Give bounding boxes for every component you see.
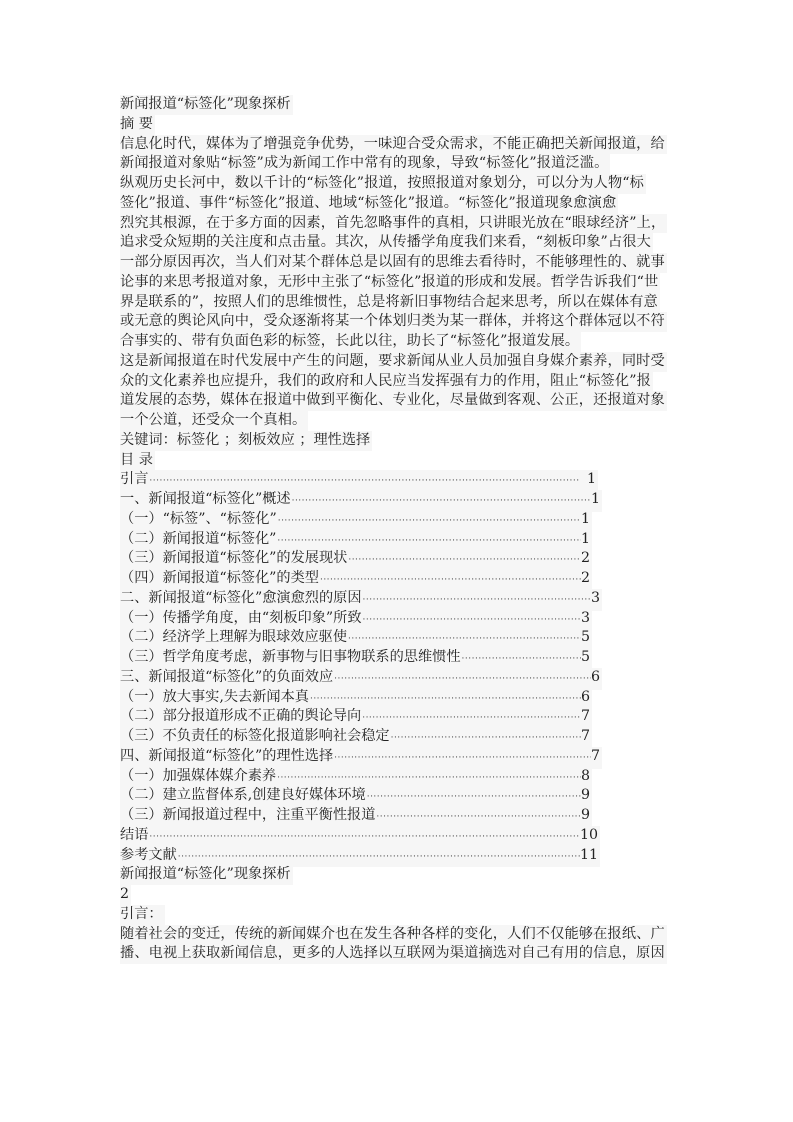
text-line: 合事实的、带有负面色彩的标签，长此以往，助长了“标签化”报道发展。 xyxy=(120,332,581,352)
toc-entry-page: 8 xyxy=(580,767,590,784)
text-line: 烈究其根源，在于多方面的因素，首先忽略事件的真相，只讲眼光放在“眼球经济”上， xyxy=(120,214,667,234)
toc-entry-title: 参考文献 xyxy=(120,846,177,863)
toc-entry-title: （二）部分报道形成不正确的舆论导向 xyxy=(120,708,362,725)
intro-heading: 引言： xyxy=(120,905,680,925)
toc-entry-title: （一）放大事实,失去新闻本真 xyxy=(120,688,309,705)
toc-entry-page: 2 xyxy=(580,570,590,586)
toc-entry-title: 结语 xyxy=(120,826,149,843)
text-line: 信息化时代，媒体为了增强竞争优势，一味迎合受众需求，不能正确把关新闻报道，给 xyxy=(120,135,667,155)
toc-entry[interactable] xyxy=(120,786,590,806)
toc-entry-page: 11 xyxy=(579,846,598,863)
intro-paragraph xyxy=(120,925,680,965)
toc-entry[interactable] xyxy=(120,609,590,629)
toc-entry-title: 引言 xyxy=(120,471,149,488)
running-header: 新闻报道“标签化”现象探析 xyxy=(120,865,680,885)
toc-entry-page: 1 xyxy=(580,510,590,527)
toc-entry[interactable] xyxy=(120,648,590,668)
text-line: 道发展的态势，媒体在报道中做到平衡化、专业化，尽量做到客观、公正，还报道对象 xyxy=(120,391,667,411)
toc-entry-page: 3 xyxy=(580,609,590,626)
toc-entry[interactable] xyxy=(120,628,590,648)
keywords: 关键词：标签化 ；刻板效应 ；理性选择 xyxy=(120,431,680,451)
toc-entry-page: 10 xyxy=(579,826,598,843)
toc-entry-title: （二）经济学上理解为眼球效应驱使 xyxy=(120,629,348,646)
toc-entry-page: 1 xyxy=(586,471,596,488)
toc-entry-page: 7 xyxy=(580,728,590,744)
toc-entry-page: 5 xyxy=(580,649,590,665)
table-of-contents xyxy=(120,470,680,865)
document-title: 新闻报道“标签化”现象探析 xyxy=(120,95,680,115)
toc-entry-page: 6 xyxy=(590,668,600,685)
toc-entry-title: （二）建立监督体系,创建良好媒体环境 xyxy=(120,787,366,804)
toc-entry[interactable] xyxy=(120,727,590,747)
toc-entry[interactable] xyxy=(120,668,600,688)
toc-entry-title: 三、新闻报道“标签化”的负面效应 xyxy=(120,668,334,685)
text-line: 一个公道，还受众一个真相。 xyxy=(120,411,308,431)
toc-entry-title: （一）传播学角度，由“刻板印象”所致 xyxy=(120,609,362,626)
toc-entry[interactable] xyxy=(120,846,598,866)
toc-entry-page: 9 xyxy=(580,787,590,804)
toc-entry-page: 1 xyxy=(580,530,590,547)
toc-entry[interactable] xyxy=(120,767,590,787)
text-line: 播、电视上获取新闻信息，更多的人选择以互联网为渠道摘选对自己有用的信息，原因 xyxy=(120,944,667,964)
toc-entry[interactable] xyxy=(120,510,590,530)
text-line: 追求受众短期的关注度和点击量。其次，从传播学角度我们来看，“刻板印象”占很大 xyxy=(120,233,653,253)
toc-entry-title: （三）新闻报道过程中，注重平衡性报道 xyxy=(120,807,376,823)
toc-entry[interactable] xyxy=(120,470,598,490)
toc-entry-page: 9 xyxy=(580,807,590,823)
toc-entry[interactable] xyxy=(120,806,590,826)
toc-entry-page: 7 xyxy=(580,708,590,725)
abstract-paragraph-3 xyxy=(120,352,680,431)
toc-entry[interactable] xyxy=(120,688,590,708)
toc-entry-page: 6 xyxy=(580,688,590,705)
abstract-paragraph-2 xyxy=(120,174,680,352)
toc-entry[interactable] xyxy=(120,490,600,510)
toc-entry-title: （三）新闻报道“标签化”的发展现状 xyxy=(120,550,348,567)
toc-entry[interactable] xyxy=(120,826,598,846)
abstract-heading: 摘 要 xyxy=(120,115,680,135)
toc-entry[interactable] xyxy=(120,747,600,767)
document-page xyxy=(120,95,680,964)
toc-entry-page: 3 xyxy=(590,589,600,606)
page-number: 2 xyxy=(120,885,680,905)
toc-entry-title: （一）加强媒体媒介素养 xyxy=(120,767,277,784)
toc-entry-title: （三）哲学角度考虑，新事物与旧事物联系的思维惯性 xyxy=(120,649,461,665)
toc-entry-title: 四、新闻报道“标签化”的理性选择 xyxy=(120,747,334,764)
text-line: 论事的来思考报道对象，无形中主张了“标签化”报道的形成和发展。哲学告诉我们“世 xyxy=(120,273,660,293)
toc-entry[interactable] xyxy=(120,549,590,569)
text-line: 新闻报道对象贴“标签”成为新闻工作中常有的现象，导致“标签化”报道泛滥。 xyxy=(120,154,610,174)
text-line: 这是新闻报道在时代发展中产生的问题，要求新闻从业人员加强自身媒介素养，同时受 xyxy=(120,352,667,372)
toc-entry-page: 2 xyxy=(580,550,590,567)
toc-entry-title: （一）“标签”、“标签化” xyxy=(120,510,277,527)
toc-entry[interactable] xyxy=(120,569,590,589)
toc-entry-title: （二）新闻报道“标签化” xyxy=(120,530,277,547)
toc-entry[interactable] xyxy=(120,707,590,727)
text-line: 众的文化素养也应提升，我们的政府和人民应当发挥强有力的作用，阻止“标签化”报 xyxy=(120,372,653,392)
text-line: 界是联系的”，按照人们的思维惯性，总是将新旧事物结合起来思考，所以在媒体有意 xyxy=(120,293,660,313)
toc-entry-page: 1 xyxy=(590,491,600,507)
text-line: 随着社会的变迁，传统的新闻媒介也在发生各种各样的变化，人们不仅能够在报纸、广 xyxy=(120,925,667,945)
toc-entry-page: 5 xyxy=(580,629,590,646)
abstract-paragraph-1 xyxy=(120,135,680,175)
text-line: 纵观历史长河中，数以千计的“标签化”报道，按照报道对象划分，可以分为人物“标 xyxy=(120,174,646,194)
toc-entry-title: 一、新闻报道“标签化”概述 xyxy=(120,491,291,507)
text-line: 一部分原因再次，当人们对某个群体总是以固有的思维去看待时，不能够理性的、就事 xyxy=(120,253,667,273)
toc-entry-title: （三）不负责任的标签化报道影响社会稳定 xyxy=(120,728,390,744)
toc-entry[interactable] xyxy=(120,530,590,550)
toc-heading: 目 录 xyxy=(120,451,680,471)
text-line: 签化”报道、事件“标签化”报道、地域“标签化”报道。“标签化”报道现象愈演愈 xyxy=(120,194,618,214)
toc-entry[interactable] xyxy=(120,589,600,609)
toc-entry-title: （四）新闻报道“标签化”的类型 xyxy=(120,570,319,586)
toc-entry-page: 7 xyxy=(590,747,600,764)
toc-entry-title: 二、新闻报道“标签化”愈演愈烈的原因 xyxy=(120,589,362,606)
text-line: 或无意的舆论风向中，受众逐渐将某一个体划归类为某一群体，并将这个群体冠以不符 xyxy=(120,312,667,332)
